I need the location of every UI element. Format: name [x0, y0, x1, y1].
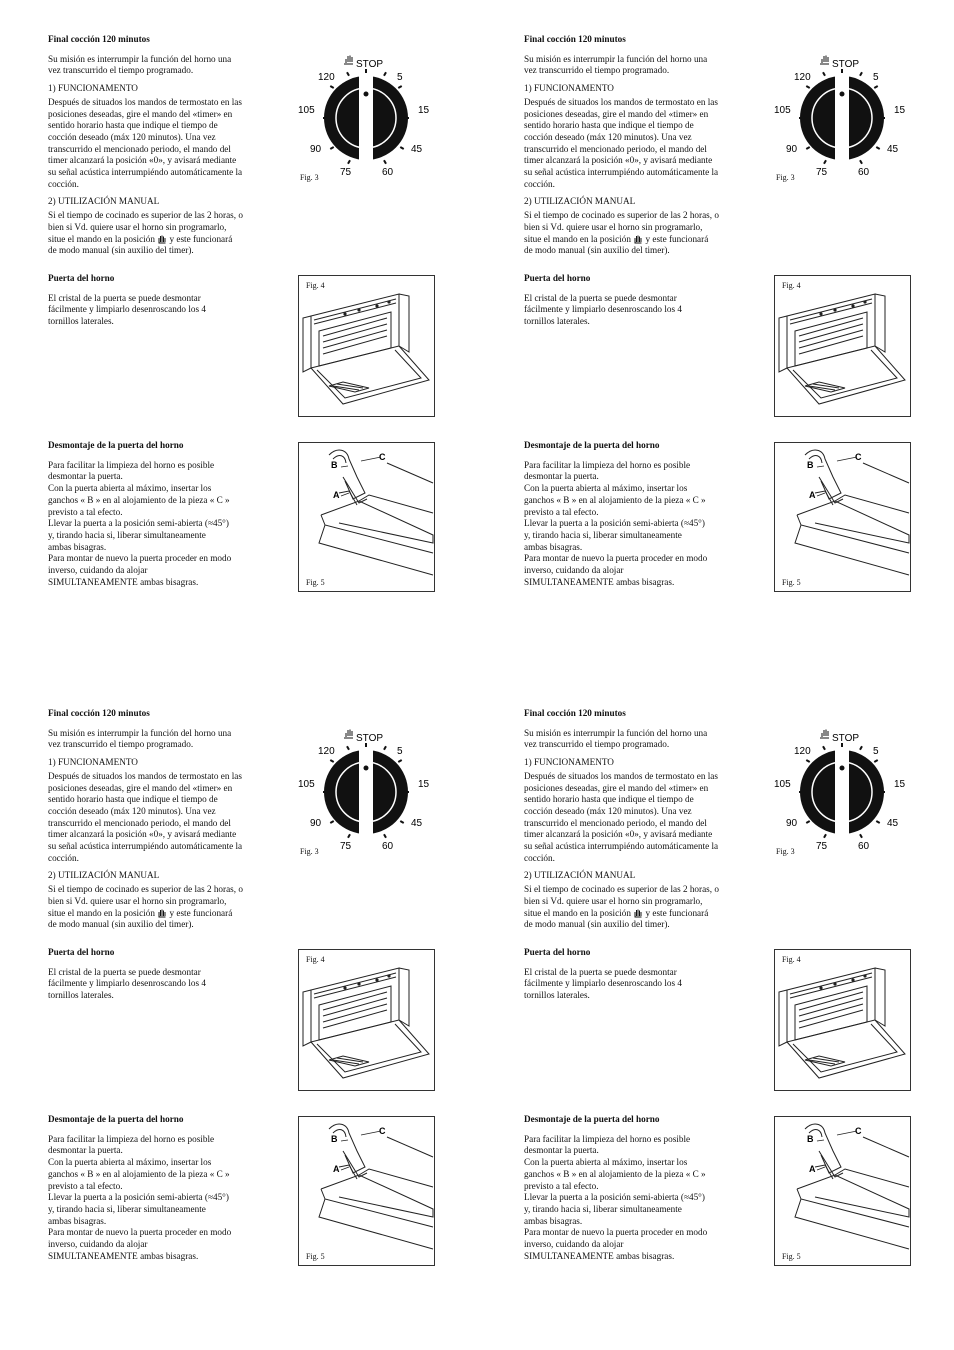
timer-section — [524, 34, 752, 259]
dismount-text: Para facilitar la limpieza del horno es posible desmontar la puerta. Con la puerta abierta al máximo, insertar los ganchos « B » en al alojamiento de la pieza « C » previsto a tal efecto. Llevar la puerta a la posición semi-abierta (≈45°) y, tirando hacia si, liberar simultaneamente ambas bisagras. Para montar de nuevo la puerta proceder en modo inverso, cuidando da alojar SIMULTANEAMENTE ambas bisagras. — [48, 1133, 232, 1261]
timer-dial-figure — [774, 42, 909, 186]
timer-func-title: 1) FUNCIONAMENTO — [524, 83, 614, 94]
dial-label-45: 45 — [411, 144, 423, 155]
door-section — [524, 273, 752, 330]
timer-dial-figure — [298, 716, 433, 860]
page-quadrant-top-right — [476, 0, 916, 587]
dial-label-120: 120 — [794, 746, 811, 757]
fig5-caption: Fig. 5 — [782, 578, 801, 587]
door-section — [48, 947, 276, 1004]
hand-icon — [633, 908, 643, 918]
door-text: El cristal de la puerta se puede desmontar fácilmente y limpiarlo desenroscando los 4 tornillos laterales. — [524, 292, 682, 327]
label-c: C — [379, 452, 386, 462]
dial-label-105: 105 — [774, 105, 791, 116]
label-b: B — [807, 460, 814, 470]
oven-door-figure — [298, 949, 435, 1091]
dismount-section — [524, 440, 752, 590]
dial-label-120: 120 — [318, 746, 335, 757]
dial-label-stop: STOP — [356, 59, 384, 70]
timer-manual-text-b: y este funcionará de modo manual (sin auxilio del timer). — [524, 907, 709, 930]
dial-label-5: 5 — [397, 746, 403, 757]
hand-icon — [820, 730, 829, 739]
door-hinge-figure — [298, 1116, 435, 1266]
oven-door-drawing — [775, 276, 910, 416]
timer-title: Final cocción 120 minutos — [524, 34, 626, 44]
fig4-caption: Fig. 4 — [306, 955, 325, 964]
timer-func-text: Después de situados los mandos de termostato en las posiciones deseadas, gire el mando del «timer» en sentido horario hasta que indique el tiempo de cocción deseado (máx 120 minutos). Una vez transcurrido el mencionado periodo, el mando del timer alcanzará la posición «0», y avisará mediante su señal acústica interrumpiéndo automáticamente la cocción. — [48, 96, 243, 189]
timer-intro: Su misión es interrumpir la función del horno una vez transcurrido el tiempo programado. — [48, 727, 232, 750]
timer-section — [524, 708, 752, 933]
fig5-caption: Fig. 5 — [306, 578, 325, 587]
fig3-caption: Fig. 3 — [776, 173, 795, 182]
label-c: C — [379, 1126, 386, 1136]
timer-intro: Su misión es interrumpir la función del horno una vez transcurrido el tiempo programado. — [524, 53, 708, 76]
dial-label-45: 45 — [887, 818, 899, 829]
timer-manual-title: 2) UTILIZACIÓN MANUAL — [48, 196, 160, 207]
dial-label-stop: STOP — [832, 59, 860, 70]
fig4-caption: Fig. 4 — [306, 281, 325, 290]
timer-intro: Su misión es interrumpir la función del horno una vez transcurrido el tiempo programado. — [48, 53, 232, 76]
timer-func-text: Después de situados los mandos de termostato en las posiciones deseadas, gire el mando del «timer» en sentido horario hasta que indique el tiempo de cocción deseado (máx 120 minutos). Una vez transcurrido el mencionado periodo, el mando del timer alcanzará la posición «0», y avisará mediante su señal acústica interrumpiéndo automáticamente la cocción. — [48, 770, 243, 863]
label-b: B — [331, 1134, 338, 1144]
timer-func-title: 1) FUNCIONAMENTO — [48, 83, 138, 94]
hand-icon — [344, 730, 353, 739]
label-b: B — [807, 1134, 814, 1144]
dial-label-120: 120 — [794, 72, 811, 83]
hand-icon — [344, 56, 353, 65]
dial-label-60: 60 — [858, 841, 870, 852]
door-text: El cristal de la puerta se puede desmontar fácilmente y limpiarlo desenroscando los 4 tornillos laterales. — [48, 966, 206, 1001]
door-hinge-figure — [298, 442, 435, 592]
door-title: Puerta del horno — [524, 947, 591, 957]
label-a: A — [333, 490, 340, 500]
dismount-title: Desmontaje de la puerta del horno — [524, 440, 660, 450]
oven-door-figure — [774, 949, 911, 1091]
dismount-section — [48, 440, 276, 590]
hand-icon — [157, 234, 167, 244]
dial-label-105: 105 — [774, 779, 791, 790]
dial-label-stop: STOP — [356, 733, 384, 744]
fig3-caption: Fig. 3 — [300, 173, 319, 182]
timer-manual-text-a: Si el tiempo de cocinado es superior de las 2 horas, o bien si Vd. quiere usar el horno sin programarlo, situe el mando en la posición — [524, 210, 719, 244]
timer-manual-text — [48, 884, 276, 931]
timer-manual-text — [48, 210, 276, 257]
dial-label-90: 90 — [310, 144, 322, 155]
page-quadrant-bottom-left — [0, 674, 440, 1261]
door-hinge-figure — [774, 442, 911, 592]
dial-label-105: 105 — [298, 105, 315, 116]
fig3-caption: Fig. 3 — [300, 847, 319, 856]
timer-manual-text — [524, 884, 752, 931]
dial-label-60: 60 — [858, 167, 870, 178]
door-hinge-drawing — [299, 443, 434, 591]
dial-label-5: 5 — [397, 72, 403, 83]
label-b: B — [331, 460, 338, 470]
door-text: El cristal de la puerta se puede desmontar fácilmente y limpiarlo desenroscando los 4 tornillos laterales. — [524, 966, 682, 1001]
door-section — [524, 947, 752, 1004]
hand-icon — [633, 234, 643, 244]
dial-label-5: 5 — [873, 746, 879, 757]
dismount-title: Desmontaje de la puerta del horno — [48, 440, 184, 450]
timer-section — [48, 34, 276, 259]
fig3-caption: Fig. 3 — [776, 847, 795, 856]
timer-manual-text-a: Si el tiempo de cocinado es superior de las 2 horas, o bien si Vd. quiere usar el horno sin programarlo, situe el mando en la posición — [48, 884, 243, 918]
timer-title: Final cocción 120 minutos — [48, 34, 150, 44]
door-hinge-drawing — [775, 443, 910, 591]
timer-manual-text-a: Si el tiempo de cocinado es superior de las 2 horas, o bien si Vd. quiere usar el horno sin programarlo, situe el mando en la posición — [524, 884, 719, 918]
timer-dial-figure — [298, 42, 433, 186]
dial-label-60: 60 — [382, 167, 394, 178]
dial-label-5: 5 — [873, 72, 879, 83]
timer-manual-text — [524, 210, 752, 257]
dial-label-45: 45 — [887, 144, 899, 155]
timer-func-text: Después de situados los mandos de termostato en las posiciones deseadas, gire el mando del «timer» en sentido horario hasta que indique el tiempo de cocción deseado (máx 120 minutos). Una vez transcurrido el mencionado periodo, el mando del timer alcanzará la posición «0», y avisará mediante su señal acústica interrumpiéndo automáticamente la cocción. — [524, 770, 719, 863]
dial-label-15: 15 — [418, 105, 430, 116]
timer-title: Final cocción 120 minutos — [48, 708, 150, 718]
timer-dial-drawing — [298, 42, 433, 186]
page-quadrant-top-left — [0, 0, 440, 587]
label-c: C — [855, 452, 862, 462]
door-hinge-drawing — [775, 1117, 910, 1265]
dial-label-120: 120 — [318, 72, 335, 83]
oven-door-drawing — [299, 276, 434, 416]
dial-label-75: 75 — [816, 841, 828, 852]
dial-label-75: 75 — [340, 167, 352, 178]
timer-manual-text-b: y este funcionará de modo manual (sin auxilio del timer). — [524, 233, 709, 256]
door-hinge-drawing — [299, 1117, 434, 1265]
timer-dial-drawing — [774, 716, 909, 860]
timer-dial-drawing — [298, 716, 433, 860]
timer-manual-title: 2) UTILIZACIÓN MANUAL — [524, 870, 636, 881]
timer-manual-title: 2) UTILIZACIÓN MANUAL — [524, 196, 636, 207]
door-title: Puerta del horno — [48, 947, 115, 957]
hand-icon — [820, 56, 829, 65]
door-title: Puerta del horno — [524, 273, 591, 283]
timer-intro: Su misión es interrumpir la función del horno una vez transcurrido el tiempo programado. — [524, 727, 708, 750]
oven-door-drawing — [775, 950, 910, 1090]
dial-label-90: 90 — [310, 818, 322, 829]
dial-label-105: 105 — [298, 779, 315, 790]
label-a: A — [809, 1164, 816, 1174]
door-hinge-figure — [774, 1116, 911, 1266]
dial-label-75: 75 — [340, 841, 352, 852]
dial-label-90: 90 — [786, 818, 798, 829]
timer-dial-figure — [774, 716, 909, 860]
dial-label-75: 75 — [816, 167, 828, 178]
door-title: Puerta del horno — [48, 273, 115, 283]
label-a: A — [809, 490, 816, 500]
door-section — [48, 273, 276, 330]
dial-label-45: 45 — [411, 818, 423, 829]
timer-dial-drawing — [774, 42, 909, 186]
dismount-section — [524, 1114, 752, 1264]
fig4-caption: Fig. 4 — [782, 281, 801, 290]
label-c: C — [855, 1126, 862, 1136]
dismount-text: Para facilitar la limpieza del horno es posible desmontar la puerta. Con la puerta abierta al máximo, insertar los ganchos « B » en al alojamiento de la pieza « C » previsto a tal efecto. Llevar la puerta a la posición semi-abierta (≈45°) y, tirando hacia si, liberar simultaneamente ambas bisagras. Para montar de nuevo la puerta proceder en modo inverso, cuidando da alojar SIMULTANEAMENTE ambas bisagras. — [524, 459, 708, 587]
timer-func-title: 1) FUNCIONAMENTO — [48, 757, 138, 768]
timer-func-text: Después de situados los mandos de termostato en las posiciones deseadas, gire el mando del «timer» en sentido horario hasta que indique el tiempo de cocción deseado (máx 120 minutos). Una vez transcurrido el mencionado periodo, el mando del timer alcanzará la posición «0», y avisará mediante su señal acústica interrumpiéndo automáticamente la cocción. — [524, 96, 719, 189]
dial-label-90: 90 — [786, 144, 798, 155]
timer-section — [48, 708, 276, 933]
oven-door-drawing — [299, 950, 434, 1090]
oven-door-figure — [298, 275, 435, 417]
dismount-text: Para facilitar la limpieza del horno es posible desmontar la puerta. Con la puerta abierta al máximo, insertar los ganchos « B » en al alojamiento de la pieza « C » previsto a tal efecto. Llevar la puerta a la posición semi-abierta (≈45°) y, tirando hacia si, liberar simultaneamente ambas bisagras. Para montar de nuevo la puerta proceder en modo inverso, cuidando da alojar SIMULTANEAMENTE ambas bisagras. — [48, 459, 232, 587]
dial-label-15: 15 — [894, 105, 906, 116]
timer-manual-text-b: y este funcionará de modo manual (sin auxilio del timer). — [48, 233, 233, 256]
dismount-section — [48, 1114, 276, 1264]
label-a: A — [333, 1164, 340, 1174]
dismount-title: Desmontaje de la puerta del horno — [524, 1114, 660, 1124]
dismount-text: Para facilitar la limpieza del horno es posible desmontar la puerta. Con la puerta abierta al máximo, insertar los ganchos « B » en al alojamiento de la pieza « C » previsto a tal efecto. Llevar la puerta a la posición semi-abierta (≈45°) y, tirando hacia si, liberar simultaneamente ambas bisagras. Para montar de nuevo la puerta proceder en modo inverso, cuidando da alojar SIMULTANEAMENTE ambas bisagras. — [524, 1133, 708, 1261]
fig4-caption: Fig. 4 — [782, 955, 801, 964]
dial-label-15: 15 — [418, 779, 430, 790]
hand-icon — [157, 908, 167, 918]
oven-door-figure — [774, 275, 911, 417]
dial-label-60: 60 — [382, 841, 394, 852]
door-text: El cristal de la puerta se puede desmontar fácilmente y limpiarlo desenroscando los 4 tornillos laterales. — [48, 292, 206, 327]
page-quadrant-bottom-right — [476, 674, 916, 1261]
timer-manual-text-a: Si el tiempo de cocinado es superior de las 2 horas, o bien si Vd. quiere usar el horno sin programarlo, situe el mando en la posición — [48, 210, 243, 244]
timer-manual-text-b: y este funcionará de modo manual (sin auxilio del timer). — [48, 907, 233, 930]
timer-title: Final cocción 120 minutos — [524, 708, 626, 718]
dial-label-stop: STOP — [832, 733, 860, 744]
timer-manual-title: 2) UTILIZACIÓN MANUAL — [48, 870, 160, 881]
timer-func-title: 1) FUNCIONAMENTO — [524, 757, 614, 768]
dial-label-15: 15 — [894, 779, 906, 790]
dismount-title: Desmontaje de la puerta del horno — [48, 1114, 184, 1124]
fig5-caption: Fig. 5 — [782, 1252, 801, 1261]
fig5-caption: Fig. 5 — [306, 1252, 325, 1261]
